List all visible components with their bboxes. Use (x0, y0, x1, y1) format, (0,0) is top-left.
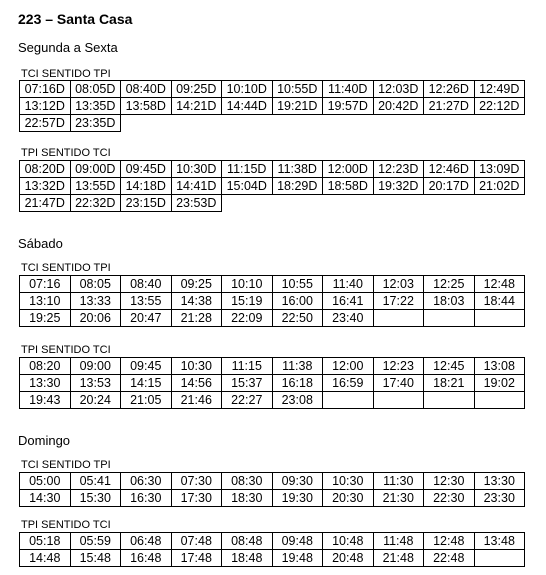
time-cell: 20:48 (323, 550, 374, 567)
time-cell: 10:30 (171, 358, 222, 375)
time-cell: 12:48 (474, 276, 525, 293)
time-cell: 20:30 (323, 490, 374, 507)
time-cell: 18:44 (474, 293, 525, 310)
time-cell: 21:47D (20, 195, 71, 212)
time-cell: 13:35D (70, 98, 121, 115)
time-cell: 13:08 (474, 358, 525, 375)
time-cell: 12:26D (424, 81, 475, 98)
time-cell: 22:09 (222, 310, 273, 327)
time-cell: 15:37 (222, 375, 273, 392)
page-title: 223 – Santa Casa (18, 11, 133, 27)
time-cell: 23:15D (121, 195, 172, 212)
direction-caption: TCI SENTIDO TPI (21, 68, 111, 80)
time-cell: 16:48 (121, 550, 172, 567)
time-cell: 23:08 (272, 392, 323, 409)
direction-caption: TPI SENTIDO TCI (21, 519, 111, 531)
time-cell: 21:02D (474, 178, 525, 195)
day-heading: Sábado (18, 236, 63, 251)
timetable (19, 275, 525, 327)
time-cell: 15:48 (70, 550, 121, 567)
time-cell: 09:00 (70, 358, 121, 375)
time-cell (373, 392, 424, 409)
time-cell: 21:30 (373, 490, 424, 507)
time-cell: 13:12D (20, 98, 71, 115)
time-cell: 11:30 (373, 473, 424, 490)
time-cell: 22:30 (424, 490, 475, 507)
time-cell: 19:32D (373, 178, 424, 195)
table-row (20, 161, 525, 178)
time-cell: 18:21 (424, 375, 475, 392)
time-cell: 16:30 (121, 490, 172, 507)
time-cell: 23:53D (171, 195, 222, 212)
time-cell: 20:47 (121, 310, 172, 327)
time-cell: 14:15 (121, 375, 172, 392)
time-cell: 19:02 (474, 375, 525, 392)
table-row (20, 375, 525, 392)
time-cell: 14:56 (171, 375, 222, 392)
time-cell: 13:53 (70, 375, 121, 392)
time-cell: 07:30 (171, 473, 222, 490)
time-cell: 12:49D (474, 81, 525, 98)
time-cell: 14:38 (171, 293, 222, 310)
time-cell: 17:40 (373, 375, 424, 392)
time-cell: 15:04D (222, 178, 273, 195)
time-cell: 07:16D (20, 81, 71, 98)
time-cell: 09:00D (70, 161, 121, 178)
table-row (20, 358, 525, 375)
time-cell: 11:15D (222, 161, 273, 178)
table-row (20, 310, 525, 327)
time-cell: 23:40 (323, 310, 374, 327)
time-cell: 19:48 (272, 550, 323, 567)
time-cell: 12:46D (424, 161, 475, 178)
time-cell: 17:30 (171, 490, 222, 507)
time-cell: 19:21D (272, 98, 323, 115)
time-cell: 09:25 (171, 276, 222, 293)
time-cell (474, 550, 525, 567)
time-cell: 21:48 (373, 550, 424, 567)
table-row (20, 98, 525, 115)
time-cell: 13:55 (121, 293, 172, 310)
time-cell: 16:41 (323, 293, 374, 310)
time-cell: 10:55 (272, 276, 323, 293)
time-cell: 22:27 (222, 392, 273, 409)
time-cell: 05:18 (20, 533, 71, 550)
table-row (20, 276, 525, 293)
timetable (19, 80, 525, 132)
time-cell: 11:40D (323, 81, 374, 98)
time-cell: 13:32D (20, 178, 71, 195)
time-cell (474, 310, 525, 327)
time-cell (424, 310, 475, 327)
timetable (19, 532, 525, 567)
time-cell: 10:48 (323, 533, 374, 550)
table-row (20, 81, 525, 98)
time-cell: 15:19 (222, 293, 273, 310)
time-cell: 14:18D (121, 178, 172, 195)
time-cell: 14:48 (20, 550, 71, 567)
time-cell: 05:59 (70, 533, 121, 550)
time-cell: 11:38 (272, 358, 323, 375)
time-cell: 19:57D (323, 98, 374, 115)
time-cell: 08:40 (121, 276, 172, 293)
time-cell: 11:15 (222, 358, 273, 375)
time-cell: 10:30D (171, 161, 222, 178)
time-cell: 17:22 (373, 293, 424, 310)
time-cell: 14:30 (20, 490, 71, 507)
time-cell: 08:30 (222, 473, 273, 490)
time-cell: 07:16 (20, 276, 71, 293)
time-cell: 12:03D (373, 81, 424, 98)
time-cell (373, 310, 424, 327)
time-cell: 12:23 (373, 358, 424, 375)
time-cell (323, 392, 374, 409)
time-cell: 10:10 (222, 276, 273, 293)
time-cell: 12:00 (323, 358, 374, 375)
time-cell: 20:06 (70, 310, 121, 327)
time-cell: 12:23D (373, 161, 424, 178)
day-heading: Segunda a Sexta (18, 40, 118, 55)
direction-caption: TPI SENTIDO TCI (21, 147, 111, 159)
table-row (20, 195, 525, 212)
time-cell: 21:27D (424, 98, 475, 115)
time-cell: 06:48 (121, 533, 172, 550)
time-cell: 13:58D (121, 98, 172, 115)
time-cell: 22:48 (424, 550, 475, 567)
time-cell: 13:09D (474, 161, 525, 178)
time-cell: 07:48 (171, 533, 222, 550)
time-cell: 08:05 (70, 276, 121, 293)
time-cell: 19:25 (20, 310, 71, 327)
time-cell: 15:30 (70, 490, 121, 507)
time-cell: 08:20 (20, 358, 71, 375)
time-cell: 14:44D (222, 98, 273, 115)
time-cell: 11:38D (272, 161, 323, 178)
table-row (20, 550, 525, 567)
timetable (19, 357, 525, 409)
time-cell: 16:00 (272, 293, 323, 310)
direction-caption: TCI SENTIDO TPI (21, 262, 111, 274)
time-cell: 18:03 (424, 293, 475, 310)
time-cell: 05:41 (70, 473, 121, 490)
time-cell: 13:48 (474, 533, 525, 550)
time-cell (474, 392, 525, 409)
time-cell: 09:30 (272, 473, 323, 490)
time-cell: 08:05D (70, 81, 121, 98)
time-cell: 13:33 (70, 293, 121, 310)
time-cell: 22:32D (70, 195, 121, 212)
time-cell: 12:45 (424, 358, 475, 375)
time-cell: 08:48 (222, 533, 273, 550)
direction-caption: TCI SENTIDO TPI (21, 459, 111, 471)
table-row (20, 178, 525, 195)
table-row (20, 473, 525, 490)
time-cell: 13:10 (20, 293, 71, 310)
time-cell: 22:50 (272, 310, 323, 327)
time-cell: 23:35D (70, 115, 121, 132)
time-cell: 11:40 (323, 276, 374, 293)
time-cell: 18:29D (272, 178, 323, 195)
time-cell: 05:00 (20, 473, 71, 490)
table-row (20, 115, 525, 132)
time-cell: 17:48 (171, 550, 222, 567)
day-heading: Domingo (18, 433, 71, 448)
time-cell: 12:48 (424, 533, 475, 550)
time-cell: 13:55D (70, 178, 121, 195)
time-cell: 14:21D (171, 98, 222, 115)
time-cell: 09:25D (171, 81, 222, 98)
time-cell: 20:24 (70, 392, 121, 409)
time-cell: 12:03 (373, 276, 424, 293)
time-cell: 21:05 (121, 392, 172, 409)
time-cell: 19:43 (20, 392, 71, 409)
time-cell: 12:30 (424, 473, 475, 490)
time-cell (424, 392, 475, 409)
table-row (20, 293, 525, 310)
table-row (20, 490, 525, 507)
time-cell: 20:17D (424, 178, 475, 195)
time-cell: 09:45D (121, 161, 172, 178)
time-cell: 11:48 (373, 533, 424, 550)
timetable (19, 160, 525, 212)
table-row (20, 533, 525, 550)
time-cell: 10:55D (272, 81, 323, 98)
time-cell: 18:30 (222, 490, 273, 507)
direction-caption: TPI SENTIDO TCI (21, 344, 111, 356)
time-cell: 12:25 (424, 276, 475, 293)
time-cell: 19:30 (272, 490, 323, 507)
time-cell: 16:59 (323, 375, 374, 392)
time-cell: 14:41D (171, 178, 222, 195)
time-cell: 10:10D (222, 81, 273, 98)
time-cell: 21:46 (171, 392, 222, 409)
time-cell: 22:57D (20, 115, 71, 132)
time-cell: 23:30 (474, 490, 525, 507)
timetable (19, 472, 525, 507)
time-cell: 20:42D (373, 98, 424, 115)
time-cell: 09:48 (272, 533, 323, 550)
time-cell: 10:30 (323, 473, 374, 490)
time-cell: 21:28 (171, 310, 222, 327)
time-cell: 08:40D (121, 81, 172, 98)
time-cell: 09:45 (121, 358, 172, 375)
time-cell: 08:20D (20, 161, 71, 178)
time-cell: 18:58D (323, 178, 374, 195)
time-cell: 13:30 (20, 375, 71, 392)
table-row (20, 392, 525, 409)
time-cell: 16:18 (272, 375, 323, 392)
time-cell: 06:30 (121, 473, 172, 490)
time-cell: 13:30 (474, 473, 525, 490)
time-cell: 18:48 (222, 550, 273, 567)
time-cell: 12:00D (323, 161, 374, 178)
time-cell: 22:12D (474, 98, 525, 115)
